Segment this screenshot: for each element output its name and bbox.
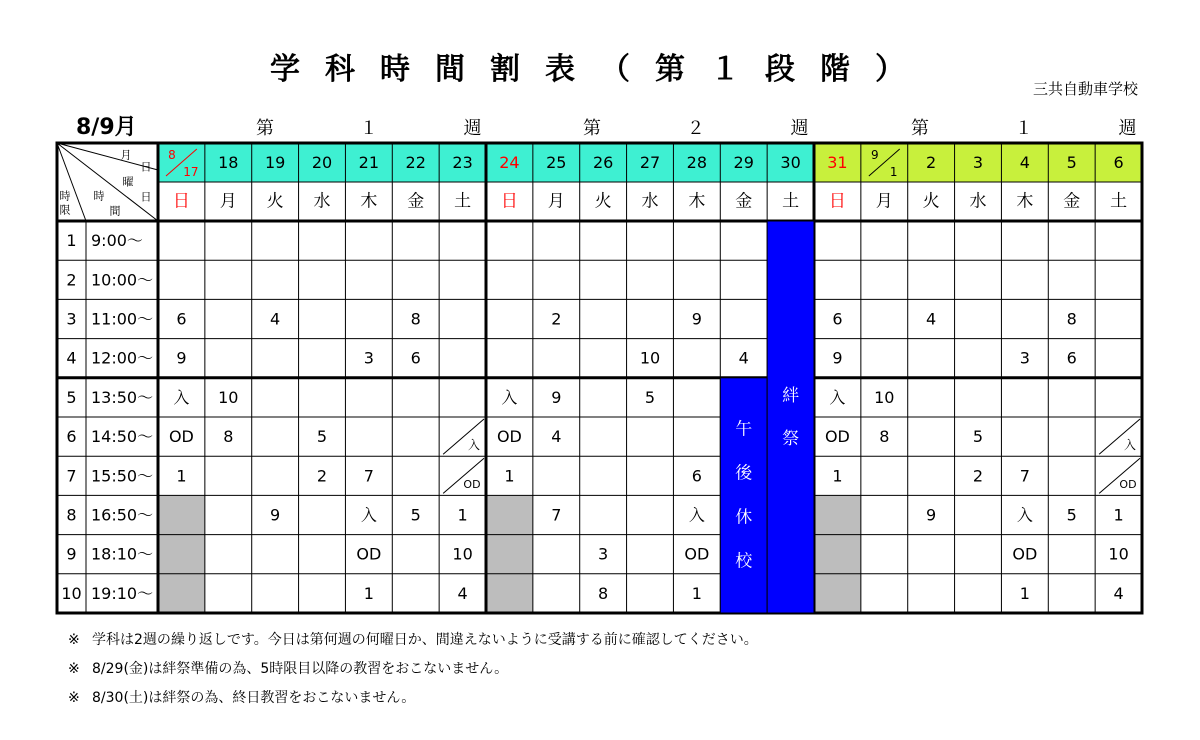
- lesson-number: 1: [691, 583, 702, 603]
- corner-period: 時: [59, 189, 71, 203]
- lesson-number: 2: [551, 309, 562, 329]
- lesson-number: 5: [972, 427, 984, 447]
- date-month: 9: [871, 148, 879, 162]
- weekday-label: 土: [454, 191, 472, 212]
- lesson-number: 1: [176, 466, 187, 486]
- note-item: ※ 8/29(金)は絆祭準備の為、5時限目以降の教習をおこないません。: [68, 661, 509, 677]
- date-label: 4: [1019, 153, 1030, 172]
- lesson-number: 入: [1016, 505, 1033, 525]
- lesson-number: 2: [316, 466, 328, 486]
- lesson-number: 4: [738, 348, 749, 368]
- weekday-label: 金: [407, 191, 425, 212]
- lesson-number: 8: [879, 427, 890, 447]
- lesson-number: 3: [1019, 348, 1030, 368]
- split-bottom: OD: [463, 477, 481, 491]
- lesson-number: 6: [832, 309, 843, 329]
- lesson-number: 7: [551, 505, 562, 525]
- period-number: 4: [66, 348, 77, 368]
- lesson-number: 10: [1108, 544, 1129, 564]
- lesson-number: 入: [688, 505, 705, 525]
- date-label: 5: [1066, 153, 1077, 172]
- lesson-number: 9: [270, 505, 281, 525]
- split-bottom: OD: [1119, 477, 1137, 491]
- weekday-label: 火: [266, 191, 284, 212]
- lesson-number: 9: [176, 348, 187, 368]
- weekday-label: 木: [360, 191, 378, 212]
- date-label: 27: [639, 153, 661, 172]
- weekday-label: 日: [828, 191, 846, 212]
- period-number: 10: [61, 583, 82, 603]
- lesson-number: 入: [829, 387, 846, 407]
- date-label: 30: [780, 153, 801, 172]
- date-label: 20: [311, 153, 333, 172]
- closed-cell: [158, 495, 205, 613]
- weekday-label: 金: [735, 191, 753, 212]
- lesson-number: 4: [457, 583, 468, 603]
- period-time: 10:00～: [91, 270, 154, 290]
- date-label: 25: [546, 153, 567, 172]
- weekday-label: 火: [594, 191, 612, 212]
- period-number: 1: [66, 231, 77, 251]
- block-char: 祭: [782, 428, 800, 449]
- corner-period: 限: [59, 203, 71, 217]
- period-time: 18:10～: [91, 544, 154, 564]
- date-day: 1: [889, 165, 898, 179]
- week-label-2: 第 ２ 週: [583, 118, 849, 139]
- block-char: 絆: [782, 385, 800, 406]
- lesson-number: 10: [218, 387, 239, 407]
- lesson-number: 8: [410, 309, 421, 329]
- period-time: 11:00～: [91, 309, 154, 329]
- date-label: 31: [827, 153, 848, 172]
- corner-time: 時: [93, 189, 105, 203]
- lesson-number: 4: [551, 427, 562, 447]
- lesson-number: 5: [644, 387, 656, 407]
- lesson-number: 10: [639, 348, 661, 368]
- period-number: 5: [66, 387, 77, 407]
- lesson-number: 7: [363, 466, 374, 486]
- lesson-number: 8: [223, 427, 234, 447]
- date-label: 19: [264, 153, 286, 172]
- period-number: 2: [66, 270, 77, 290]
- weekday-label: 水: [313, 191, 331, 212]
- lesson-number: 4: [1113, 583, 1124, 603]
- note-item: ※ 8/30(土)は絆祭の為、終日教習をおこないません。: [68, 690, 416, 706]
- date-label: 6: [1113, 153, 1124, 172]
- date-label: 2: [926, 153, 937, 172]
- lesson-number: OD: [496, 427, 522, 447]
- week-label-1: 第 １ 週: [256, 118, 522, 139]
- lesson-number: 1: [504, 466, 515, 486]
- period-time: 15:50～: [91, 466, 154, 486]
- block-char: 午: [735, 419, 753, 440]
- corner-time: 間: [109, 204, 121, 218]
- corner-weekday: 曜: [122, 175, 134, 189]
- weekday-label: 月: [875, 191, 893, 212]
- date-label: 21: [358, 153, 380, 172]
- lesson-number: 1: [363, 583, 374, 603]
- period-time: 14:50～: [91, 427, 154, 447]
- weekday-label: 土: [782, 191, 800, 212]
- period-number: 7: [66, 466, 77, 486]
- corner-day: 日: [140, 160, 152, 174]
- corner-weekday: 日: [140, 190, 152, 204]
- period-time: 19:10～: [91, 583, 154, 603]
- weekday-label: 土: [1110, 191, 1128, 212]
- split-top: 入: [1123, 438, 1137, 453]
- date-label: 29: [733, 153, 754, 172]
- lesson-number: OD: [1012, 544, 1038, 564]
- corner-diagonal: [57, 143, 158, 221]
- lesson-number: 10: [452, 544, 473, 564]
- date-label: 22: [405, 153, 426, 172]
- lesson-number: 9: [551, 387, 562, 407]
- notes: [68, 626, 758, 713]
- period-number: 6: [66, 427, 77, 447]
- weekday-label: 木: [1016, 191, 1034, 212]
- block-char: 後: [735, 463, 753, 484]
- lesson-number: 9: [926, 505, 937, 525]
- lesson-number: 3: [363, 348, 374, 368]
- lesson-number: 10: [874, 387, 895, 407]
- week-label-3: 第 １ 週: [911, 118, 1177, 139]
- period-time: 12:00～: [91, 348, 154, 368]
- weekday-label: 月: [219, 191, 237, 212]
- block-overlay: [720, 378, 767, 613]
- split-top: 入: [467, 438, 481, 453]
- lesson-number: 入: [501, 387, 518, 407]
- weekday-label: 木: [688, 191, 706, 212]
- period-number: 9: [66, 544, 77, 564]
- closed-cell: [486, 495, 533, 613]
- lesson-number: 5: [316, 427, 328, 447]
- block-char: 校: [735, 551, 753, 572]
- date-label: 23: [452, 153, 473, 172]
- block-overlay: [767, 221, 814, 613]
- date-label: 28: [686, 153, 708, 172]
- lesson-number: 9: [691, 309, 702, 329]
- lesson-number: OD: [684, 544, 710, 564]
- lesson-number: 8: [598, 583, 609, 603]
- date-label: 3: [972, 153, 984, 172]
- lesson-number: 4: [926, 309, 937, 329]
- period-number: 8: [66, 505, 77, 525]
- lesson-number: 2: [972, 466, 984, 486]
- weekday-label: 金: [1063, 191, 1081, 212]
- lesson-number: 1: [1113, 505, 1124, 525]
- school-name: 三共自動車学校: [1032, 80, 1138, 98]
- lesson-number: 6: [410, 348, 421, 368]
- lesson-number: OD: [824, 427, 850, 447]
- block-char: 休: [735, 507, 753, 528]
- lesson-number: OD: [168, 427, 194, 447]
- lesson-number: 9: [832, 348, 843, 368]
- period-number: 3: [66, 309, 77, 329]
- lesson-number: 入: [360, 505, 377, 525]
- weekday-label: 日: [172, 191, 190, 212]
- lesson-number: OD: [356, 544, 382, 564]
- lesson-number: 1: [832, 466, 843, 486]
- lesson-number: 8: [1066, 309, 1077, 329]
- closed-cell: [814, 495, 861, 613]
- period-time: 16:50～: [91, 505, 154, 525]
- note-item: ※ 学科は2週の繰り返しです。今日は第何週の何曜日か、間違えないように受講する前に確認してください。: [68, 632, 758, 648]
- weekday-label: 火: [922, 191, 940, 212]
- date-day: 17: [183, 165, 199, 179]
- lesson-number: 1: [1019, 583, 1030, 603]
- lesson-number: 5: [1066, 505, 1077, 525]
- lesson-number: 4: [270, 309, 281, 329]
- date-label: 26: [592, 153, 614, 172]
- date-label: 24: [499, 153, 520, 172]
- corner-month: 月: [120, 148, 132, 162]
- lesson-number: 6: [176, 309, 187, 329]
- weekday-label: 月: [547, 191, 565, 212]
- lesson-number: 3: [598, 544, 609, 564]
- weekday-label: 水: [641, 191, 659, 212]
- lesson-number: 7: [1019, 466, 1030, 486]
- date-label: 18: [218, 153, 239, 172]
- lesson-number: 1: [457, 505, 468, 525]
- lesson-number: 6: [691, 466, 702, 486]
- date-month: 8: [168, 148, 176, 162]
- period-time: 9:00～: [91, 231, 143, 251]
- period-time: 13:50～: [91, 387, 154, 407]
- lesson-number: 5: [410, 505, 421, 525]
- weekday-label: 水: [969, 191, 987, 212]
- lesson-number: 入: [173, 387, 190, 407]
- month-label: 8/9月: [76, 115, 137, 140]
- weekday-label: 日: [500, 191, 518, 212]
- page-title: 学科時間割表（第１段階）: [270, 52, 930, 87]
- lesson-number: 6: [1066, 348, 1077, 368]
